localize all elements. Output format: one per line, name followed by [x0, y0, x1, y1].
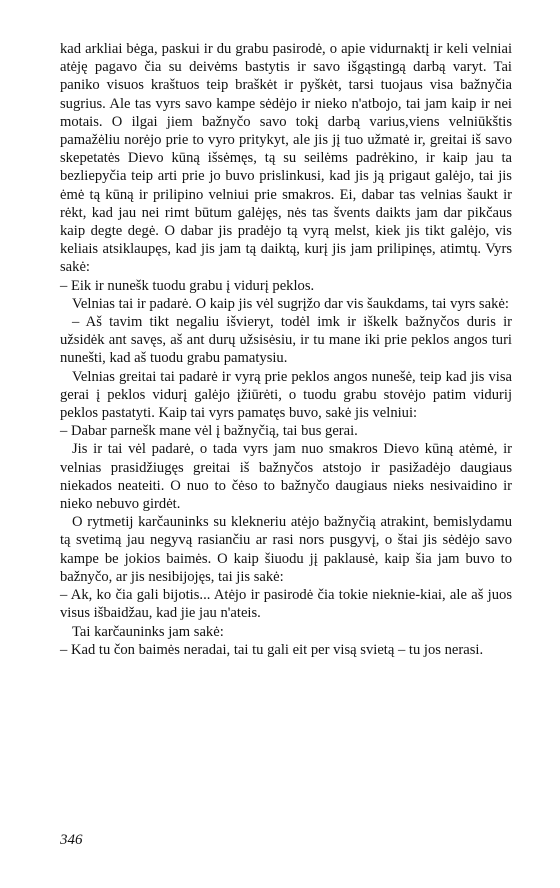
paragraph-6: – Dabar parnešk mane vėl į bažnyčią, tai bus gerai. — [60, 423, 358, 440]
paragraph-7: Jis ir tai vėl padarė, o tada vyrs jam nuo smakros Dievo kūną atėmė, ir velnias prasidžiugęs greitai iš bažnyčos atstojo ir pasižadėjo daugiaus niekados neateiti. O nuo to čėso to bažnyčo daugiaus nieks nesivaidino ir nieko nebuvo girdėt. — [60, 441, 512, 513]
page-text — [60, 40, 512, 659]
paragraph-10: Tai karčauninks jam sakė: — [72, 623, 224, 640]
paragraph-9: – Ak, ko čia gali bijotis... Atėjo ir pasirodė čia tokie nieknie-kiai, ale aš juos visus išbaidžau, kad jie jau n'ateis. — [60, 587, 512, 622]
paragraph-2: – Eik ir nunešk tuodu grabu į vidurį peklos. — [60, 277, 315, 294]
paragraph-5: Velnias greitai tai padarė ir vyrą prie peklos angos nunešė, teip kad jis visa gerai į peklos vidurį galėjo įžiūrėti, o tuodu grabu stovėjo patim vidurij peklos pastatyti. Kaip tai vyrs pamatęs buvo, sakė jis velniui: — [60, 368, 512, 422]
paragraph-8: O rytmetij karčauninks su klekneriu atėjo bažnyčią atrakint, bemislydamu tą svetimą jau negyvą rasiančiu ar rasi nors pusgyvį, o štai jis sėdėjo savo kampe be jokios baimės. O kaip šiuodu jį paklausė, kaip šia jam buvo to bažnyčo, ar jis nesibijojęs, tai jis sakė: — [60, 514, 512, 585]
page-number: 346 — [60, 832, 83, 848]
paragraph-1: kad arkliai bėga, paskui ir du grabu pasirodė, o apie vidurnaktį ir keli velniai atėję pagavo čia su deivėms bastytis ir savo išgąstingą darbą varyt. Tai paniko visuos kraštuos teip braškėt ir pyškėt, tarsi tuojaus visa bažnyčia sugrius. Ale tas vyrs savo kampe sėdėjo ir nieko n'atbojo, tai jam kaip ir nei motais. O ilgai jiem bažnyčo savo tokį darbą varius,viens velniūkštis pamažėliu norėjo prie to vyro pritykyt, ale jis jį tuo užmatė ir, greitai iš savo skepetatės Dievo kūną išsėmęs, tą su seilėms padrėkino, ir kaip jau ta bezliepyčia teip arti prie jo buvo prislinkusi, kad jis ją prigaut galėjo, tai jis ėmė tą kūną ir prilipino velniui prie smakros. Ei, dabar tas velnias šaukt ir rėkt, kad jau nei rimt būtum galėjęs, nės tas švents daikts jam dar pikčaus kaip degte degė. O dabar jis pradėjo tą vyrą melst, kiek jis tikt galėjo, vis keliais atsiklaupęs, kad jis jam tą daiktą, kurį jis jam prilipinęs, atimtų. Vyrs sakė: — [60, 41, 512, 276]
paragraph-3: Velnias tai ir padarė. O kaip jis vėl sugrįžo dar vis šaukdams, tai vyrs sakė: — [72, 295, 509, 312]
paragraph-11: – Kad tu čon baimės neradai, tai tu gali eit per visą svietą – tu jos nerasi. — [60, 641, 484, 658]
paragraph-4: – Aš tavim tikt negaliu išvieryt, todėl imk ir iškelk bažnyčos duris ir užsidėk ant savęs, aš ant durų užsisėsiu, ir tu mane iki prie peklos angos turi nunešti, kad aš tuodu grabu pamatysiu. — [60, 314, 512, 367]
